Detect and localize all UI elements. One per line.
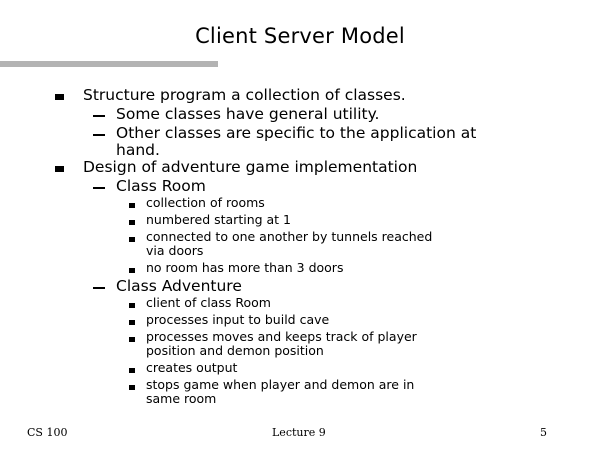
sub-sub-bullet-text: connected to one another by tunnels reached bbox=[146, 229, 433, 244]
square-bullet-icon bbox=[55, 166, 64, 172]
sub-bullet-text: Some classes have general utility. bbox=[116, 105, 380, 123]
dash-bullet-icon bbox=[93, 134, 105, 136]
dash-bullet-icon bbox=[93, 187, 105, 189]
sub-bullet-text: Class Room bbox=[116, 177, 206, 195]
sub-sub-bullet-text: processes input to build cave bbox=[146, 312, 330, 327]
small-square-bullet-icon bbox=[129, 268, 135, 273]
sub-sub-bullet-text-continuation: position and demon position bbox=[146, 343, 324, 358]
sub-bullet-text: Other classes are specific to the application at bbox=[116, 124, 477, 142]
sub-sub-bullet-text: numbered starting at 1 bbox=[146, 212, 292, 227]
small-square-bullet-icon bbox=[129, 203, 135, 208]
dash-bullet-icon bbox=[93, 287, 105, 289]
small-square-bullet-icon bbox=[129, 337, 135, 342]
footer-course: CS 100 bbox=[27, 426, 68, 439]
sub-sub-bullet-text-continuation: via doors bbox=[146, 243, 204, 258]
small-square-bullet-icon bbox=[129, 320, 135, 325]
sub-sub-bullet-text: collection of rooms bbox=[146, 195, 265, 210]
dash-bullet-icon bbox=[93, 115, 105, 117]
sub-sub-bullet-text: processes moves and keeps track of player bbox=[146, 329, 417, 344]
small-square-bullet-icon bbox=[129, 220, 135, 225]
small-square-bullet-icon bbox=[129, 237, 135, 242]
bullet-text: Design of adventure game implementation bbox=[83, 158, 418, 176]
sub-bullet-text-continuation: hand. bbox=[116, 141, 160, 159]
slide-title: Client Server Model bbox=[195, 24, 405, 48]
small-square-bullet-icon bbox=[129, 303, 135, 308]
footer-lecture: Lecture 9 bbox=[272, 426, 326, 439]
sub-sub-bullet-text-continuation: same room bbox=[146, 391, 217, 406]
footer-page-number: 5 bbox=[540, 426, 547, 439]
bullet-text: Structure program a collection of classes. bbox=[83, 86, 406, 104]
sub-bullet-text: Class Adventure bbox=[116, 277, 242, 295]
sub-sub-bullet-text: no room has more than 3 doors bbox=[146, 260, 344, 275]
sub-sub-bullet-text: creates output bbox=[146, 360, 238, 375]
sub-sub-bullet-text: client of class Room bbox=[146, 295, 271, 310]
sub-sub-bullet-text: stops game when player and demon are in bbox=[146, 377, 415, 392]
small-square-bullet-icon bbox=[129, 385, 135, 390]
square-bullet-icon bbox=[55, 94, 64, 100]
small-square-bullet-icon bbox=[129, 368, 135, 373]
